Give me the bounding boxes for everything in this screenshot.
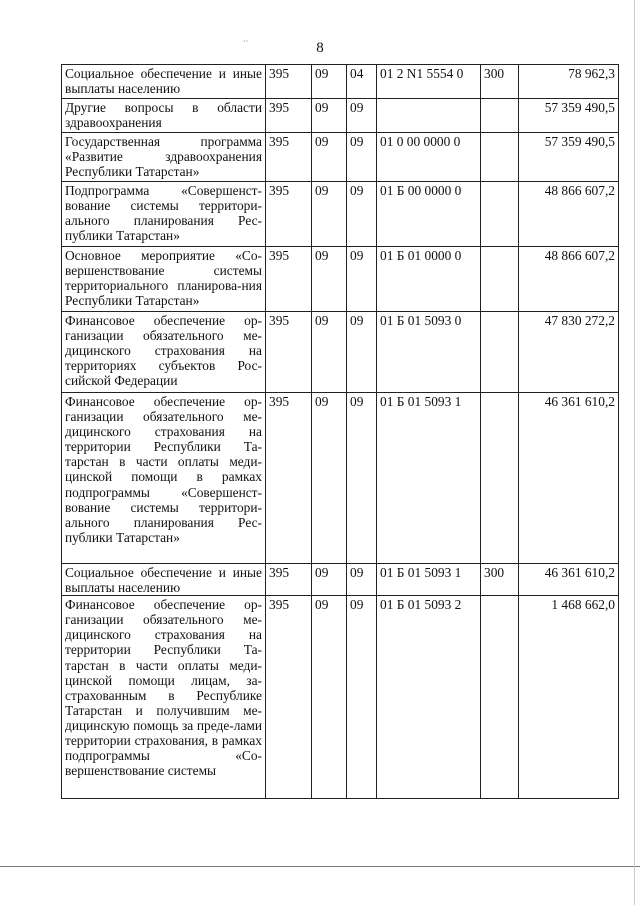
table-row <box>62 182 619 247</box>
table-row <box>62 596 619 799</box>
row-name: Подпрограмма «Совершенст-вование системы территори-ального планирования Рес-публики Татарстан» <box>62 182 266 247</box>
table-row <box>62 564 619 596</box>
row-expense-type <box>481 393 519 564</box>
row-subsection: 09 <box>347 133 377 182</box>
row-section: 09 <box>312 133 347 182</box>
table-row <box>62 312 619 393</box>
budget-table <box>61 64 619 799</box>
row-expense-type <box>481 312 519 393</box>
row-section: 09 <box>312 99 347 133</box>
row-target-code: 01 Б 01 0000 0 <box>377 247 481 312</box>
row-name: Другие вопросы в области здравоохранения <box>62 99 266 133</box>
row-ministry: 395 <box>266 564 312 596</box>
row-target-code: 01 0 00 0000 0 <box>377 133 481 182</box>
row-amount: 46 361 610,2 <box>519 564 619 596</box>
page-number: 8 <box>316 40 324 56</box>
row-name: Социальное обеспечение и иные выплаты населению <box>62 564 266 596</box>
scan-bottom-edge <box>0 866 640 867</box>
row-target-code: 01 2 N1 5554 0 <box>377 65 481 99</box>
row-target-code: 01 Б 01 5093 0 <box>377 312 481 393</box>
row-section: 09 <box>312 247 347 312</box>
row-amount: 46 361 610,2 <box>519 393 619 564</box>
table-row <box>62 99 619 133</box>
row-expense-type <box>481 596 519 799</box>
row-target-code: 01 Б 01 5093 2 <box>377 596 481 799</box>
row-section: 09 <box>312 65 347 99</box>
row-name: Государственная программа «Развитие здравоохранения Республики Татарстан» <box>62 133 266 182</box>
row-name: Социальное обеспечение и иные выплаты населению <box>62 65 266 99</box>
row-name: Основное мероприятие «Со-вершенствование системы территориального планирова-ния Республики Татарстан» <box>62 247 266 312</box>
row-subsection: 09 <box>347 312 377 393</box>
row-subsection: 09 <box>347 182 377 247</box>
row-target-code: 01 Б 01 5093 1 <box>377 393 481 564</box>
row-target-code: 01 Б 01 5093 1 <box>377 564 481 596</box>
scan-speck: ·· <box>243 37 249 46</box>
row-expense-type <box>481 247 519 312</box>
row-expense-type: 300 <box>481 65 519 99</box>
row-section: 09 <box>312 596 347 799</box>
row-subsection: 09 <box>347 393 377 564</box>
row-subsection: 09 <box>347 564 377 596</box>
row-ministry: 395 <box>266 393 312 564</box>
row-ministry: 395 <box>266 247 312 312</box>
table-row <box>62 65 619 99</box>
scan-right-edge <box>634 0 635 905</box>
row-target-code <box>377 99 481 133</box>
row-amount: 1 468 662,0 <box>519 596 619 799</box>
row-expense-type <box>481 133 519 182</box>
row-section: 09 <box>312 393 347 564</box>
row-ministry: 395 <box>266 182 312 247</box>
row-target-code: 01 Б 00 0000 0 <box>377 182 481 247</box>
row-expense-type: 300 <box>481 564 519 596</box>
row-subsection: 09 <box>347 99 377 133</box>
row-subsection: 04 <box>347 65 377 99</box>
row-amount: 78 962,3 <box>519 65 619 99</box>
row-amount: 48 866 607,2 <box>519 182 619 247</box>
row-ministry: 395 <box>266 312 312 393</box>
row-section: 09 <box>312 182 347 247</box>
table-row <box>62 393 619 564</box>
row-section: 09 <box>312 564 347 596</box>
row-amount: 57 359 490,5 <box>519 99 619 133</box>
row-name: Финансовое обеспечение ор-ганизации обязательного ме-дицинского страхования на территории Республики Та-тарстан в части оплаты меди-цинской помощи в рамках подпрограммы «Совершенст-вование системы территори-ального планирования Рес-публики Татарстан» <box>62 393 266 564</box>
row-amount: 48 866 607,2 <box>519 247 619 312</box>
row-name: Финансовое обеспечение ор-ганизации обязательного ме-дицинского страхования на территории Республики Та-тарстан в части оплаты меди-цинской помощи лицам, за-страхованным в Республике Татарстан и получившим ме-дицинскую помощь за преде-лами территории страхования, в рамках подпрограммы «Со-вершенствование системы <box>62 596 266 799</box>
row-ministry: 395 <box>266 99 312 133</box>
row-subsection: 09 <box>347 247 377 312</box>
table-row <box>62 247 619 312</box>
row-name: Финансовое обеспечение ор-ганизации обязательного ме-дицинского страхования на территориях субъектов Рос-сийской Федерации <box>62 312 266 393</box>
table-row <box>62 133 619 182</box>
row-subsection: 09 <box>347 596 377 799</box>
row-expense-type <box>481 99 519 133</box>
row-amount: 47 830 272,2 <box>519 312 619 393</box>
row-ministry: 395 <box>266 596 312 799</box>
row-ministry: 395 <box>266 133 312 182</box>
row-expense-type <box>481 182 519 247</box>
row-amount: 57 359 490,5 <box>519 133 619 182</box>
row-section: 09 <box>312 312 347 393</box>
budget-table-body <box>62 65 619 799</box>
row-ministry: 395 <box>266 65 312 99</box>
